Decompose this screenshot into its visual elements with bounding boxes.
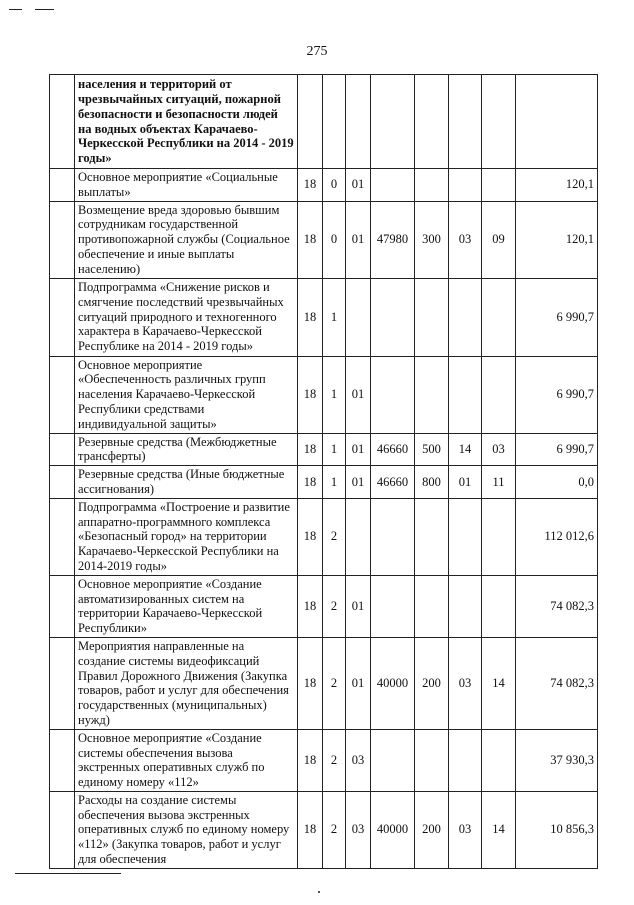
- sum-cell: 0,0: [516, 466, 598, 499]
- sum-cell: [516, 75, 598, 169]
- code-cell-c4: [371, 169, 415, 202]
- row-name-cell: Основное мероприятие «Создание автоматизированных систем на территории Карачаево-Черкесской Республики»: [75, 575, 298, 637]
- row-name-cell: Основное мероприятие «Создание системы обеспечения вызова экстренных оперативных служб по единому номеру «112»: [75, 729, 298, 791]
- table-row: [50, 466, 598, 499]
- code-cell-c1: [298, 75, 323, 169]
- code-cell-c3: 03: [346, 729, 371, 791]
- code-cell-c2: 1: [323, 356, 346, 433]
- margin-cell: [50, 466, 75, 499]
- code-cell-c1: 18: [298, 637, 323, 729]
- code-cell-c5: [415, 729, 449, 791]
- row-name-cell: Расходы на создание системы обеспечения вызова экстренных оперативных служб по единому номеру «112» (Закупка товаров, работ и услуг для обеспечения: [75, 791, 298, 868]
- margin-cell: [50, 791, 75, 868]
- code-cell-c5: 800: [415, 466, 449, 499]
- code-cell-c1: 18: [298, 278, 323, 356]
- code-cell-c5: [415, 169, 449, 202]
- margin-cell: [50, 75, 75, 169]
- code-cell-c7: 11: [482, 466, 516, 499]
- table-row: [50, 201, 598, 278]
- page-number: 275: [306, 44, 328, 59]
- table-row: [50, 169, 598, 202]
- sum-cell: 6 990,7: [516, 433, 598, 466]
- code-cell-c7: [482, 169, 516, 202]
- table-row: [50, 433, 598, 466]
- code-cell-c6: 01: [449, 466, 482, 499]
- sum-cell: 120,1: [516, 169, 598, 202]
- code-cell-c3: 01: [346, 169, 371, 202]
- code-cell-c2: 1: [323, 466, 346, 499]
- code-cell-c7: 14: [482, 791, 516, 868]
- code-cell-c2: 2: [323, 729, 346, 791]
- code-cell-c5: 500: [415, 433, 449, 466]
- margin-cell: [50, 729, 75, 791]
- table-row: [50, 356, 598, 433]
- code-cell-c4: 40000: [371, 791, 415, 868]
- code-cell-c5: [415, 498, 449, 575]
- sum-cell: 10 856,3: [516, 791, 598, 868]
- code-cell-c6: [449, 729, 482, 791]
- corner-mark-left: [9, 9, 22, 10]
- code-cell-c4: 47980: [371, 201, 415, 278]
- row-name-cell: Подпрограмма «Снижение рисков и смягчение последствий чрезвычайных ситуаций природного и техногенного характера в Карачаево-Черкесской Республике на 2014 - 2019 годы»: [75, 278, 298, 356]
- code-cell-c6: [449, 575, 482, 637]
- code-cell-c3: [346, 278, 371, 356]
- table-row: [50, 791, 598, 868]
- code-cell-c4: [371, 278, 415, 356]
- code-cell-c2: [323, 75, 346, 169]
- margin-cell: [50, 356, 75, 433]
- sum-cell: 112 012,6: [516, 498, 598, 575]
- row-name-cell: Основное мероприятие «Обеспеченность различных групп населения Карачаево-Черкесской Республики средствами индивидуальной защиты»: [75, 356, 298, 433]
- code-cell-c2: 0: [323, 169, 346, 202]
- sum-cell: 6 990,7: [516, 278, 598, 356]
- code-cell-c5: 300: [415, 201, 449, 278]
- code-cell-c7: [482, 498, 516, 575]
- code-cell-c1: 18: [298, 575, 323, 637]
- footnote-rule: [15, 873, 121, 874]
- table-row: [50, 278, 598, 356]
- code-cell-c4: [371, 729, 415, 791]
- margin-cell: [50, 201, 75, 278]
- table-row: [50, 498, 598, 575]
- code-cell-c4: 46660: [371, 466, 415, 499]
- code-cell-c7: [482, 356, 516, 433]
- code-cell-c6: [449, 75, 482, 169]
- code-cell-c3: 01: [346, 201, 371, 278]
- code-cell-c4: 46660: [371, 433, 415, 466]
- code-cell-c1: 18: [298, 169, 323, 202]
- margin-cell: [50, 637, 75, 729]
- table-row: [50, 75, 598, 169]
- code-cell-c6: [449, 278, 482, 356]
- budget-table: [49, 74, 598, 869]
- sum-cell: 120,1: [516, 201, 598, 278]
- code-cell-c6: 03: [449, 201, 482, 278]
- margin-cell: [50, 575, 75, 637]
- code-cell-c7: [482, 729, 516, 791]
- code-cell-c7: 03: [482, 433, 516, 466]
- sum-cell: 74 082,3: [516, 575, 598, 637]
- sum-cell: 6 990,7: [516, 356, 598, 433]
- code-cell-c5: [415, 575, 449, 637]
- code-cell-c3: 01: [346, 575, 371, 637]
- code-cell-c2: 1: [323, 433, 346, 466]
- code-cell-c5: [415, 75, 449, 169]
- table-row: [50, 575, 598, 637]
- row-name-cell: Подпрограмма «Построение и развитие аппаратно-программного комплекса «Безопасный город» на территории Карачаево-Черкесской Республики на 2014-2019 годы»: [75, 498, 298, 575]
- code-cell-c3: 01: [346, 433, 371, 466]
- row-name-cell: Резервные средства (Межбюджетные трансферты): [75, 433, 298, 466]
- code-cell-c3: 01: [346, 637, 371, 729]
- table-row: [50, 729, 598, 791]
- margin-cell: [50, 169, 75, 202]
- code-cell-c6: [449, 498, 482, 575]
- code-cell-c6: [449, 169, 482, 202]
- code-cell-c6: 03: [449, 791, 482, 868]
- sum-cell: 37 930,3: [516, 729, 598, 791]
- code-cell-c7: [482, 575, 516, 637]
- table-row: [50, 637, 598, 729]
- code-cell-c2: 1: [323, 278, 346, 356]
- code-cell-c5: 200: [415, 637, 449, 729]
- code-cell-c6: 03: [449, 637, 482, 729]
- code-cell-c1: 18: [298, 791, 323, 868]
- row-name-cell: населения и территорий от чрезвычайных ситуаций, пожарной безопасности и безопасности людей на водных объектах Карачаево-Черкесской Республики на 2014 - 2019 годы»: [75, 75, 298, 169]
- corner-mark-right: [35, 9, 54, 10]
- code-cell-c2: 2: [323, 791, 346, 868]
- code-cell-c3: [346, 75, 371, 169]
- code-cell-c3: 01: [346, 356, 371, 433]
- code-cell-c1: 18: [298, 433, 323, 466]
- code-cell-c3: 01: [346, 466, 371, 499]
- row-name-cell: Резервные средства (Иные бюджетные ассигнования): [75, 466, 298, 499]
- code-cell-c6: 14: [449, 433, 482, 466]
- code-cell-c3: 03: [346, 791, 371, 868]
- row-name-cell: Возмещение вреда здоровью бывшим сотрудникам государственной противопожарной службы (Социальное обеспечение и иные выплаты населению): [75, 201, 298, 278]
- code-cell-c4: [371, 356, 415, 433]
- code-cell-c1: 18: [298, 356, 323, 433]
- code-cell-c2: 2: [323, 637, 346, 729]
- code-cell-c7: 09: [482, 201, 516, 278]
- code-cell-c1: 18: [298, 466, 323, 499]
- margin-cell: [50, 433, 75, 466]
- code-cell-c4: 40000: [371, 637, 415, 729]
- code-cell-c7: [482, 75, 516, 169]
- code-cell-c2: 2: [323, 498, 346, 575]
- code-cell-c1: 18: [298, 498, 323, 575]
- code-cell-c4: [371, 75, 415, 169]
- margin-cell: [50, 278, 75, 356]
- code-cell-c5: [415, 278, 449, 356]
- code-cell-c7: 14: [482, 637, 516, 729]
- code-cell-c1: 18: [298, 729, 323, 791]
- code-cell-c6: [449, 356, 482, 433]
- page-speck: [318, 891, 320, 893]
- code-cell-c5: 200: [415, 791, 449, 868]
- margin-cell: [50, 498, 75, 575]
- code-cell-c3: [346, 498, 371, 575]
- code-cell-c2: 0: [323, 201, 346, 278]
- code-cell-c4: [371, 498, 415, 575]
- row-name-cell: Мероприятия направленные на создание системы видеофиксаций Правил Дорожного Движения (Закупка товаров, работ и услуг для обеспечения государственных (муниципальных) нужд): [75, 637, 298, 729]
- row-name-cell: Основное мероприятие «Социальные выплаты»: [75, 169, 298, 202]
- code-cell-c4: [371, 575, 415, 637]
- code-cell-c1: 18: [298, 201, 323, 278]
- code-cell-c7: [482, 278, 516, 356]
- code-cell-c2: 2: [323, 575, 346, 637]
- code-cell-c5: [415, 356, 449, 433]
- sum-cell: 74 082,3: [516, 637, 598, 729]
